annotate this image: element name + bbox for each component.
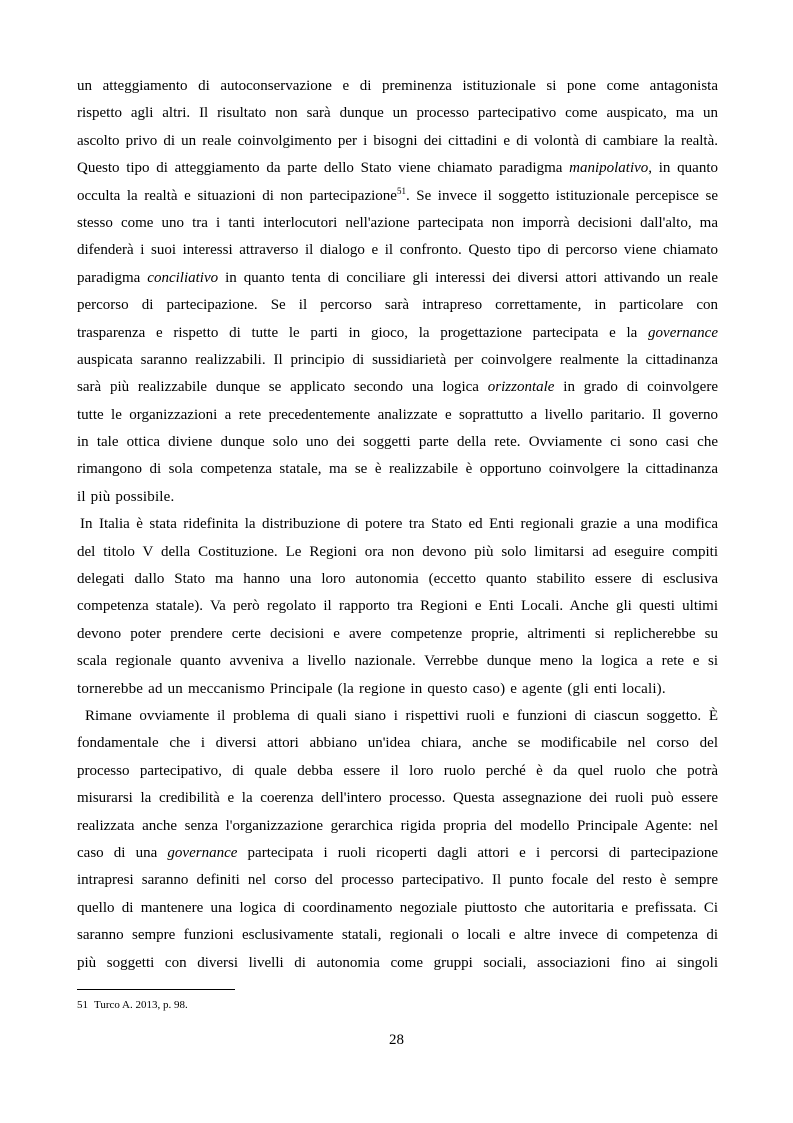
- text-line: [77, 593, 718, 620]
- text-segment: fondamentale che i diversi attori abbiano un'idea chiara, anche se modificabile nel corso del: [77, 735, 718, 752]
- footnote-reference: 51: [396, 185, 406, 196]
- text-segment: competenza statale). Va però regolato il rapporto tra Regioni e Enti Locali. Anche gli questi ultimi: [77, 598, 718, 615]
- text-line: [77, 758, 718, 785]
- text-segment: Rimane ovviamente il problema di quali siano i rispettivi ruoli e funzioni di ciascun soggetto. È: [85, 707, 718, 724]
- text-line: [77, 813, 718, 840]
- text-segment: in grado di coinvolgere: [554, 379, 718, 396]
- text-line: [77, 155, 718, 182]
- text-line: [77, 265, 718, 292]
- text-segment: processo partecipativo, di quale debba essere il loro ruolo perché è da quel ruolo che potrà: [77, 762, 718, 779]
- paragraph: [77, 73, 718, 511]
- text-line: [77, 730, 718, 757]
- text-line: [77, 292, 718, 319]
- text-line: [77, 100, 718, 127]
- text-line: [77, 950, 718, 977]
- text-line: [77, 210, 718, 237]
- text-segment: trasparenza e rispetto di tutte le parti in gioco, la progettazione partecipata e la: [77, 324, 649, 341]
- text-segment: auspicata saranno realizzabili. Il principio di sussidiarietà per coinvolgere realmente la cittadinanza: [77, 351, 718, 368]
- text-line: [77, 566, 718, 593]
- text-segment: difenderà i suoi interessi attraverso il dialogo e il confronto. Questo tipo di percorso viene chiamato: [77, 242, 718, 259]
- text-line: [77, 73, 718, 100]
- text-line: [77, 429, 718, 456]
- paragraph: [77, 511, 718, 703]
- text-line: [77, 456, 718, 483]
- text-segment: realizzata anche senza l'organizzazione gerarchica rigida propria del modello Principale Agente: nel: [77, 817, 718, 834]
- italic-term: governance: [648, 324, 718, 341]
- text-segment: . Se invece il soggetto istituzionale percepisce se: [405, 187, 718, 204]
- text-segment: ascolto privo di un reale coinvolgimento per i bisogni dei cittadini e di volontà di cambiare la realtà.: [77, 132, 718, 149]
- text-segment: stesso come uno tra i tanti interlocutori nell'azione partecipata non imporrà decisioni dall'alto, ma: [77, 214, 718, 231]
- text-segment: tornerebbe ad un meccanismo Principale (la regione in questo caso) e agente (gli enti locali).: [77, 680, 666, 697]
- text-segment: saranno sempre funzioni esclusivamente statali, regionali o locali e altre invece di competenza di: [77, 927, 718, 944]
- text-segment: tutte le organizzazioni a rete precedentemente analizzate e soprattutto a livello paritario. Il governo: [77, 406, 718, 423]
- text-line: [77, 511, 718, 538]
- text-line: [77, 237, 718, 264]
- text-segment: intrapresi saranno definiti nel corso del processo partecipativo. Il punto focale del resto è sempre: [77, 872, 718, 889]
- text-segment: misurarsi la credibilità e la coerenza dell'intero processo. Questa assegnazione dei ruoli può essere: [77, 790, 718, 807]
- italic-term: conciliativo: [147, 269, 219, 286]
- text-line: [77, 840, 718, 867]
- text-segment: paradigma: [77, 269, 148, 286]
- text-line: [77, 128, 718, 155]
- italic-term: orizzontale: [487, 379, 555, 396]
- text-line: [77, 648, 718, 675]
- text-segment: percorso di partecipazione. Se il percorso sarà intrapreso correttamente, in particolare con: [77, 297, 718, 314]
- text-segment: Questo tipo di atteggiamento da parte dello Stato viene chiamato paradigma: [77, 160, 570, 177]
- italic-term: governance: [167, 844, 238, 861]
- text-segment: caso di una: [77, 844, 168, 861]
- footnote-text: Turco A. 2013, p. 98.: [94, 999, 188, 1011]
- text-segment: il più possibile.: [77, 488, 175, 505]
- text-line: [77, 895, 718, 922]
- text-line: [77, 374, 718, 401]
- text-line: [77, 320, 718, 347]
- text-segment: scala regionale quanto avveniva a livello nazionale. Verrebbe dunque meno la logica a rete e si: [77, 653, 718, 670]
- italic-term: manipolativo: [569, 160, 649, 177]
- text-segment: sarà più realizzabile dunque se applicato secondo una logica: [77, 379, 488, 396]
- text-segment: rimangono di sola competenza statale, ma se è realizzabile è opportuno coinvolgere la cittadinanza: [77, 461, 718, 478]
- text-segment: più soggetti con diversi livelli di autonomia come gruppi sociali, associazioni fino ai singoli: [77, 954, 718, 971]
- text-segment: del titolo V della Costituzione. Le Regioni ora non devono più solo limitarsi ad eseguire compiti: [77, 543, 718, 560]
- text-segment: , in quanto: [648, 160, 718, 177]
- paragraph: [77, 703, 718, 977]
- text-line: [77, 539, 718, 566]
- text-segment: occulta la realtà e situazioni di non partecipazione: [77, 187, 397, 204]
- text-segment: devono poter prendere certe decisioni e avere competenze proprie, altrimenti si replicherebbe su: [77, 625, 718, 642]
- text-segment: un atteggiamento di autoconservazione e di preminenza istituzionale si pone come antagonista: [77, 78, 718, 94]
- text-segment: delegati dallo Stato ma hanno una loro autonomia (eccetto quanto stabilito essere di esclusiva: [77, 571, 718, 588]
- text-segment: rispetto agli altri. Il risultato non sarà dunque un processo partecipativo come auspicato, ma un: [77, 105, 718, 122]
- text-line: [77, 484, 718, 511]
- text-line: [77, 676, 718, 703]
- footnote-number: 51: [77, 999, 88, 1011]
- text-segment: in tale ottica diviene dunque solo uno dei soggetti parte della rete. Ovviamente ci sono casi che: [77, 434, 718, 451]
- text-segment: In Italia è stata ridefinita la distribuzione di potere tra Stato ed Enti regionali grazie a una modifica: [80, 516, 718, 533]
- page-number: 28: [389, 1032, 404, 1048]
- body-text: [77, 73, 718, 977]
- text-line: [77, 922, 718, 949]
- text-line: [77, 402, 718, 429]
- text-line: [77, 785, 718, 812]
- text-segment: quello di mantenere una logica di coordinamento negoziale piuttosto che autoritaria e prefissata. Ci: [77, 899, 718, 916]
- text-line: [77, 867, 718, 894]
- footnote-separator: [77, 989, 235, 990]
- text-line: [77, 621, 718, 648]
- text-line: [77, 347, 718, 374]
- text-segment: in quanto tenta di conciliare gli interessi dei diversi attori attivando un reale: [218, 269, 718, 286]
- text-segment: partecipata i ruoli ricoperti dagli attori e i percorsi di partecipazione: [237, 844, 718, 861]
- text-line: [77, 703, 718, 730]
- footnote: [77, 997, 188, 1013]
- text-line: [77, 183, 718, 210]
